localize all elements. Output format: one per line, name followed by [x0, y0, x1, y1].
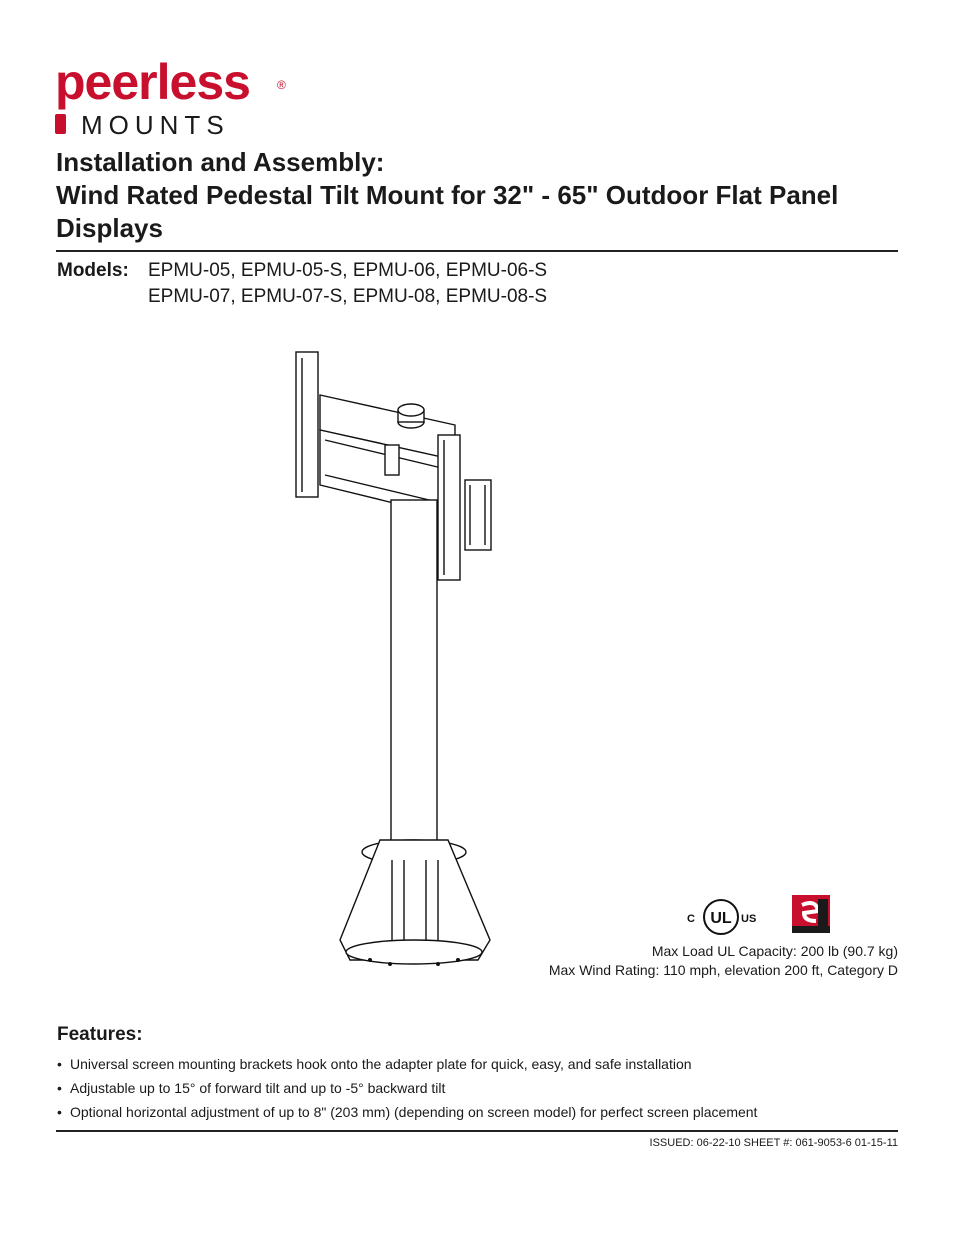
title-line-2: Wind Rated Pedestal Tilt Mount for 32" - 65" Outdoor Flat Panel Displays [56, 180, 839, 243]
ul-listed-icon [684, 895, 758, 939]
ul-c-text: C [687, 913, 695, 925]
max-wind-spec: Max Wind Rating: 110 mph, elevation 200 ft, Category D [548, 962, 898, 978]
features-list [57, 1055, 917, 1127]
ul-center-text: UL [710, 910, 732, 927]
models-label: Models: [57, 260, 129, 281]
features-heading: Features: [57, 1024, 143, 1045]
feature-text: Universal screen mounting brackets hook onto the adapter plate for quick, easy, and safe installation [70, 1056, 692, 1072]
registered-mark: ® [277, 78, 286, 92]
page-title [56, 146, 916, 245]
footer-divider [56, 1130, 898, 1132]
bullet-icon: • [57, 1056, 62, 1072]
brand-logo [55, 52, 315, 140]
models-line-1: EPMU-05, EPMU-05-S, EPMU-06, EPMU-06-S [148, 260, 548, 281]
title-divider [56, 250, 898, 252]
issue-info: ISSUED: 06-22-10 SHEET #: 061-9053-6 01-15-11 [649, 1137, 898, 1149]
max-load-spec: Max Load UL Capacity: 200 lb (90.7 kg) [651, 943, 898, 959]
list-item [57, 1055, 917, 1079]
pedestal-mount-illustration [280, 340, 520, 980]
bullet-icon: • [57, 1104, 62, 1120]
bullet-icon: • [57, 1080, 62, 1096]
brand-tagline: MOUNTS [81, 110, 230, 140]
ul-us-text: US [741, 913, 757, 925]
feature-text: Optional horizontal adjustment of up to 8" (203 mm) (depending on screen model) for perfect screen placement [70, 1104, 758, 1120]
brand-name: peerless [55, 54, 250, 110]
list-item [57, 1103, 917, 1127]
list-item [57, 1079, 917, 1103]
title-line-1: Installation and Assembly: [56, 147, 385, 177]
logo-accent-bar [55, 114, 66, 134]
feature-text: Adjustable up to 15° of forward tilt and up to -5° backward tilt [70, 1080, 446, 1096]
etl-protected-icon [792, 895, 830, 933]
models-line-2: EPMU-07, EPMU-07-S, EPMU-08, EPMU-08-S [148, 286, 548, 307]
